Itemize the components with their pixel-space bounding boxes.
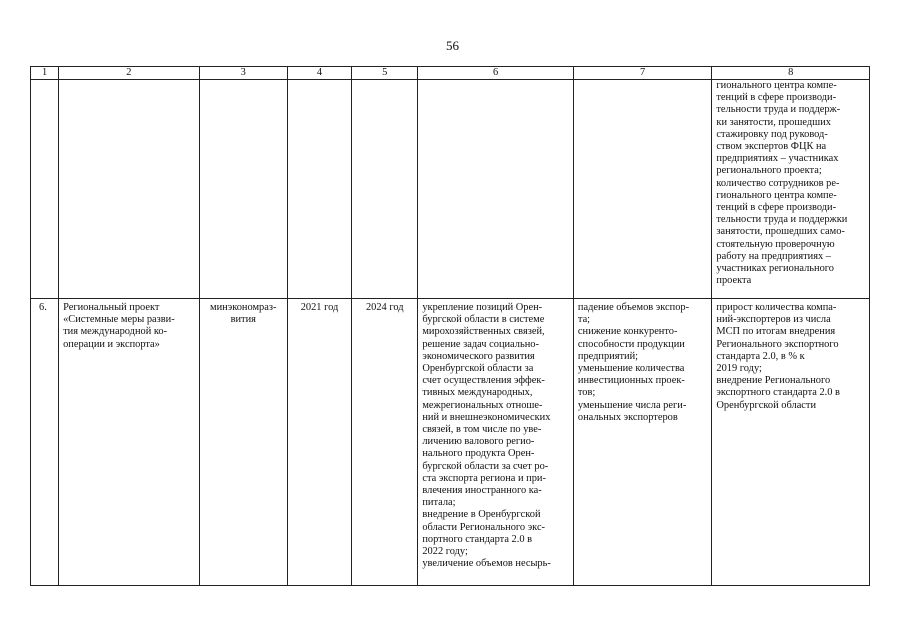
text-line: ки занятости, прошедших: [716, 116, 831, 128]
cell: [287, 80, 351, 299]
text-line: счет осуществления эффек-: [422, 375, 545, 387]
row-number: 6.: [39, 302, 47, 313]
text-line: работу на предприятиях –: [716, 250, 831, 262]
page-number: 56: [446, 38, 459, 53]
indicators-cell: [712, 80, 870, 299]
start-year-cell: [287, 299, 351, 586]
text-line: участниках регионального: [716, 263, 834, 275]
text-line: тия международной ко-: [63, 326, 168, 338]
text-line: решение задач социально-: [422, 338, 539, 350]
cell: [59, 80, 200, 299]
cell: [573, 80, 711, 299]
text-line: Оренбургской области за: [422, 363, 534, 375]
text-line: связей, в том числе по уве-: [422, 424, 542, 436]
text-line: нального продукта Орен-: [422, 448, 535, 460]
end-year: 2024 год: [365, 302, 404, 313]
project-name-cell: [59, 299, 200, 586]
text-line: экономического развития: [422, 350, 535, 362]
column-header: 4: [287, 67, 351, 80]
column-header: 8: [712, 67, 870, 80]
text-line: ством экспертов ФЦК на: [716, 141, 827, 153]
text-line: «Системные меры разви-: [63, 314, 175, 326]
text-line: тельности труда и поддерж-: [716, 104, 841, 116]
text-line: гионального центра компе-: [716, 80, 837, 91]
text-line: стоятельную проверочную: [716, 238, 835, 250]
text-line: уменьшение числа реги-: [577, 399, 687, 411]
column-header: 3: [199, 67, 287, 80]
text-line: межрегиональных отноше-: [422, 399, 543, 411]
text-line: количество сотрудников ре-: [716, 177, 840, 189]
risks-cell: [573, 299, 711, 586]
text-line: уменьшение количества: [577, 363, 685, 375]
table-row-6: [31, 299, 870, 586]
text-line: области Регионального экс-: [422, 521, 546, 533]
text-line: портного стандарта 2.0 в: [422, 533, 533, 545]
column-header: 2: [59, 67, 200, 80]
text-line: тельности труда и поддержки: [716, 214, 848, 226]
text-line: предприятиях – участниках: [716, 153, 839, 165]
text-line: экспортного стандарта 2.0 в: [716, 387, 840, 399]
text-line: тенций в сфере производи-: [716, 202, 837, 214]
text-line: вития: [230, 314, 256, 326]
text-line: снижение конкуренто-: [577, 326, 678, 338]
text-line: внедрение в Оренбургской: [422, 509, 541, 521]
text-line: способности продукции: [577, 338, 685, 350]
text-line: операции и экспорта»: [63, 338, 160, 350]
start-year: 2021 год: [300, 302, 339, 313]
column-number-row: [31, 67, 870, 80]
text-line: регионального проекта;: [716, 165, 822, 177]
text-line: мирохозяйственных связей,: [422, 326, 545, 338]
row-number-cell: [31, 299, 59, 586]
end-year-cell: [352, 299, 418, 586]
text-line: Региональный проект: [63, 302, 160, 313]
text-line: стандарта 2.0, в % к: [716, 350, 805, 362]
text-line: ний и внешнеэкономических: [422, 411, 551, 423]
text-line: влечения иностранного ка-: [422, 485, 542, 497]
text-line: ональных экспортеров: [577, 411, 678, 423]
text-line: ний-экспортеров из числа: [716, 314, 831, 326]
text-line: Оренбургской области: [716, 399, 817, 411]
text-line: проекта: [716, 275, 752, 287]
text-line: занятости, прошедших само-: [716, 226, 845, 238]
text-line: минэкономраз-: [210, 302, 277, 313]
cell: [31, 80, 59, 299]
cell: [352, 80, 418, 299]
text-line: падение объемов экспор-: [577, 302, 690, 313]
text-line: укрепление позиций Орен-: [422, 302, 543, 313]
text-line: инвестиционных проек-: [577, 375, 685, 387]
text-line: МСП по итогам внедрения: [716, 326, 836, 338]
text-line: 2019 году;: [716, 363, 762, 375]
text-line: 2022 году;: [422, 546, 468, 558]
text-line: стажировку под руковод-: [716, 128, 828, 140]
column-header: 7: [573, 67, 711, 80]
text-line: бургской области в системе: [422, 314, 545, 326]
column-header: 1: [31, 67, 59, 80]
text-line: ста экспорта региона и при-: [422, 472, 546, 484]
text-line: тов;: [577, 387, 596, 399]
text-line: тенций в сфере производи-: [716, 92, 837, 104]
text-line: гионального центра компе-: [716, 189, 837, 201]
text-line: бургской области за счет ро-: [422, 460, 549, 472]
cell: [418, 80, 574, 299]
text-line: питала;: [422, 497, 456, 509]
text-line: та;: [577, 314, 591, 326]
text-line: предприятий;: [577, 350, 639, 362]
text-line: прирост количества компа-: [716, 302, 837, 313]
text-line: Регионального экспортного: [716, 338, 839, 350]
indicators-cell: [712, 299, 870, 586]
table-row-continued: [31, 80, 870, 299]
results-cell: [418, 299, 574, 586]
text-line: тивных международных,: [422, 387, 533, 399]
column-header: 5: [352, 67, 418, 80]
text-line: внедрение Регионального: [716, 375, 831, 387]
text-line: личению валового регио-: [422, 436, 535, 448]
cell: [199, 80, 287, 299]
column-header: 6: [418, 67, 574, 80]
project-table: [30, 66, 870, 586]
text-line: увеличение объемов несырь-: [422, 558, 551, 570]
responsible-cell: [199, 299, 287, 586]
